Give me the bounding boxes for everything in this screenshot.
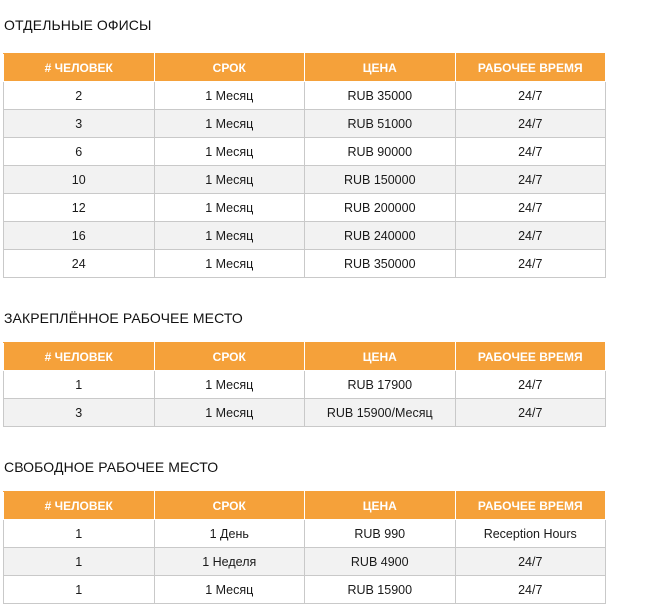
table-row [4,371,606,399]
cell-term: 1 Месяц [154,82,305,110]
table-row [4,399,606,427]
table-row [4,82,606,110]
pricing-table-fixed-desk [3,342,606,427]
table-row [4,520,606,548]
cell-hours: 24/7 [455,548,606,576]
cell-term: 1 Месяц [154,399,305,427]
cell-people: 16 [4,222,155,250]
header-term: СРОК [154,492,305,520]
cell-term: 1 Месяц [154,250,305,278]
cell-hours: 24/7 [455,82,606,110]
table-row [4,138,606,166]
section-title-hot-desk: СВОБОДНОЕ РАБОЧЕЕ МЕСТО [4,459,219,475]
header-hours: РАБОЧЕЕ ВРЕМЯ [455,492,606,520]
cell-hours: 24/7 [455,371,606,399]
table-row [4,194,606,222]
cell-hours: Reception Hours [455,520,606,548]
header-hours: РАБОЧЕЕ ВРЕМЯ [455,54,606,82]
cell-hours: 24/7 [455,110,606,138]
cell-hours: 24/7 [455,250,606,278]
cell-price: RUB 200000 [305,194,456,222]
header-price: ЦЕНА [305,54,456,82]
cell-price: RUB 15900 [305,576,456,604]
cell-term: 1 Месяц [154,194,305,222]
table-row [4,110,606,138]
table-header-row [4,54,606,82]
table-header-row [4,343,606,371]
header-people: # ЧЕЛОВЕК [4,54,155,82]
section-title-fixed-desk: ЗАКРЕПЛЁННОЕ РАБОЧЕЕ МЕСТО [4,310,243,326]
cell-people: 12 [4,194,155,222]
cell-term: 1 Месяц [154,222,305,250]
table-header-row [4,492,606,520]
cell-price: RUB 990 [305,520,456,548]
cell-price: RUB 150000 [305,166,456,194]
cell-people: 6 [4,138,155,166]
cell-price: RUB 4900 [305,548,456,576]
header-term: СРОК [154,54,305,82]
cell-people: 3 [4,399,155,427]
cell-people: 1 [4,548,155,576]
table-row [4,222,606,250]
cell-people: 1 [4,520,155,548]
cell-price: RUB 350000 [305,250,456,278]
cell-price: RUB 90000 [305,138,456,166]
table-row [4,166,606,194]
cell-hours: 24/7 [455,194,606,222]
cell-hours: 24/7 [455,222,606,250]
cell-price: RUB 15900/Месяц [305,399,456,427]
cell-people: 24 [4,250,155,278]
cell-people: 1 [4,371,155,399]
table-row [4,576,606,604]
header-price: ЦЕНА [305,492,456,520]
table-row [4,250,606,278]
cell-term: 1 Месяц [154,110,305,138]
cell-price: RUB 51000 [305,110,456,138]
cell-term: 1 Неделя [154,548,305,576]
cell-price: RUB 35000 [305,82,456,110]
cell-people: 10 [4,166,155,194]
pricing-table-hot-desk [3,491,606,604]
cell-price: RUB 240000 [305,222,456,250]
header-hours: РАБОЧЕЕ ВРЕМЯ [455,343,606,371]
cell-people: 1 [4,576,155,604]
cell-hours: 24/7 [455,399,606,427]
header-price: ЦЕНА [305,343,456,371]
cell-price: RUB 17900 [305,371,456,399]
header-term: СРОК [154,343,305,371]
cell-term: 1 Месяц [154,576,305,604]
cell-hours: 24/7 [455,576,606,604]
cell-hours: 24/7 [455,166,606,194]
section-title-private-offices: ОТДЕЛЬНЫЕ ОФИСЫ [4,17,152,33]
cell-term: 1 Месяц [154,138,305,166]
header-people: # ЧЕЛОВЕК [4,343,155,371]
cell-hours: 24/7 [455,138,606,166]
table-row [4,548,606,576]
cell-people: 2 [4,82,155,110]
pricing-table-private-offices [3,53,606,278]
cell-term: 1 Месяц [154,371,305,399]
cell-term: 1 Месяц [154,166,305,194]
header-people: # ЧЕЛОВЕК [4,492,155,520]
cell-people: 3 [4,110,155,138]
cell-term: 1 День [154,520,305,548]
